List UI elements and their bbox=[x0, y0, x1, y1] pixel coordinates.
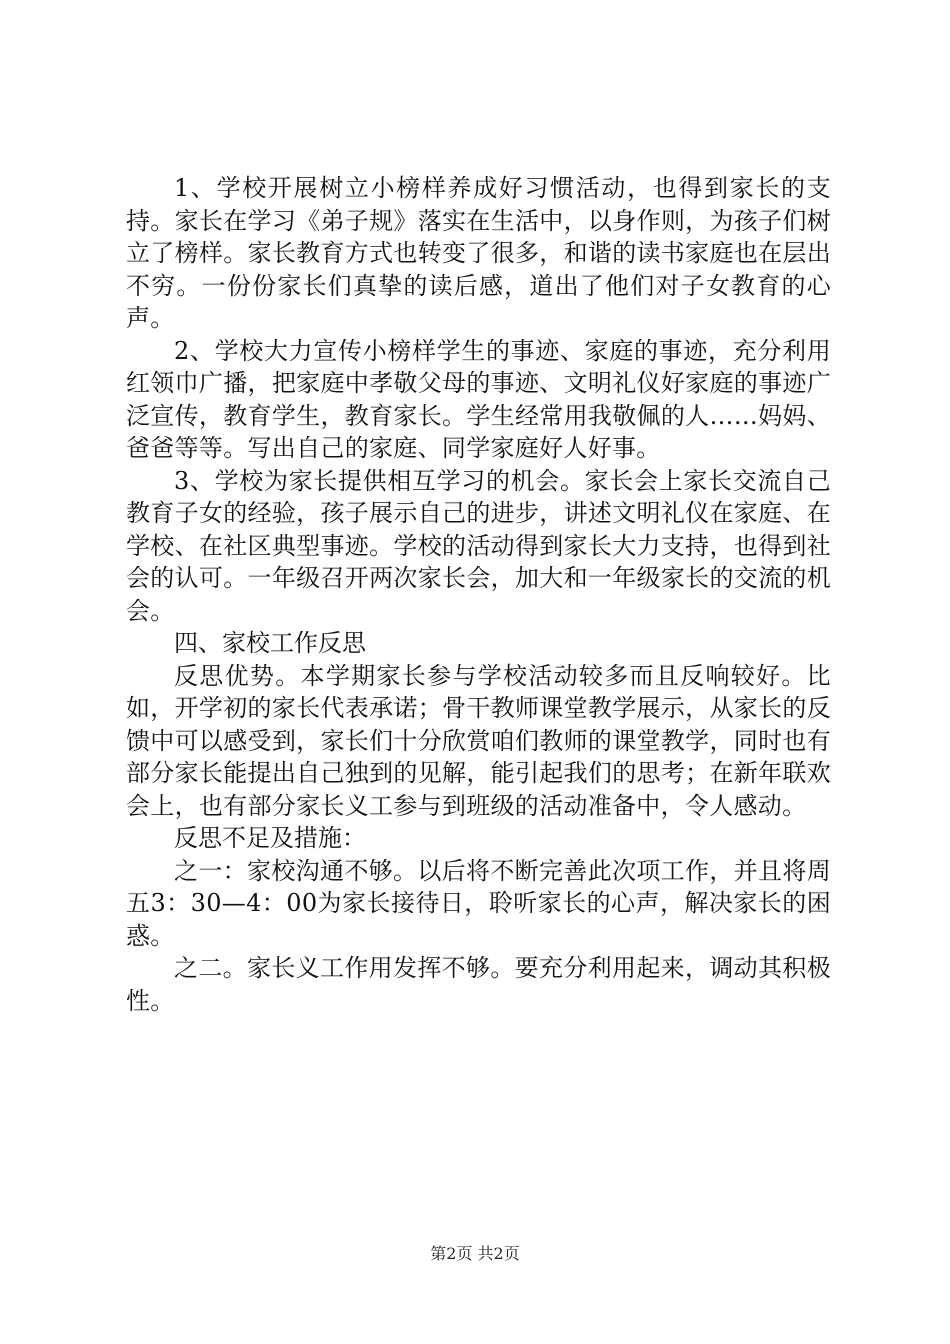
paragraph-measure-1: 之一：家校沟通不够。以后将不断完善此次项工作，并且将周五3：30—4：00为家长接待日，聆听家长的心声，解决家长的困惑。 bbox=[126, 856, 831, 950]
paragraph-strengths: 反思优势。本学期家长参与学校活动较多而且反响较好。比如，开学初的家长代表承诺；骨干教师课堂教学展示，从家长的反馈中可以感受到，家长们十分欣赏咱们教师的课堂教学，同时也有部分家长能提出自己独到的见解，能引起我们的思考；在新年联欢会上，也有部分家长义工参与到班级的活动准备中，令人感动。 bbox=[126, 661, 831, 820]
subheading-shortcomings: 反思不足及措施： bbox=[174, 824, 366, 852]
paragraph-2: 2、学校大力宣传小榜样学生的事迹、家庭的事迹，充分利用红领巾广播，把家庭中孝敬父母的事迹、文明礼仪好家庭的事迹广泛宣传，教育学生，教育家长。学生经常用我敬佩的人……妈妈、爸爸等等。写出自己的家庭、同学家庭好人好事。 bbox=[126, 336, 831, 462]
paragraph-3: 3、学校为家长提供相互学习的机会。家长会上家长交流自己教育子女的经验，孩子展示自己的进步，讲述文明礼仪在家庭、在学校、在社区典型事迹。学校的活动得到家长大力支持，也得到社会的认可。一年级召开两次家长会，加大和一年级家长的交流的机会。 bbox=[126, 466, 831, 625]
paragraph-measure-2: 之二。家长义工作用发挥不够。要充分利用起来，调动其积极性。 bbox=[126, 954, 831, 1015]
page-number-footer: 第2页 共2页 bbox=[430, 1244, 520, 1263]
document-body bbox=[126, 172, 831, 1017]
paragraph-1: 1、学校开展树立小榜样养成好习惯活动，也得到家长的支持。家长在学习《弟子规》落实在生活中，以身作则，为孩子们树立了榜样。家长教育方式也转变了很多，和谐的读书家庭也在层出不穷。一份份家长们真挚的读后感，道出了他们对子女教育的心声。 bbox=[126, 174, 831, 332]
section-heading: 四、家校工作反思 bbox=[174, 629, 366, 657]
